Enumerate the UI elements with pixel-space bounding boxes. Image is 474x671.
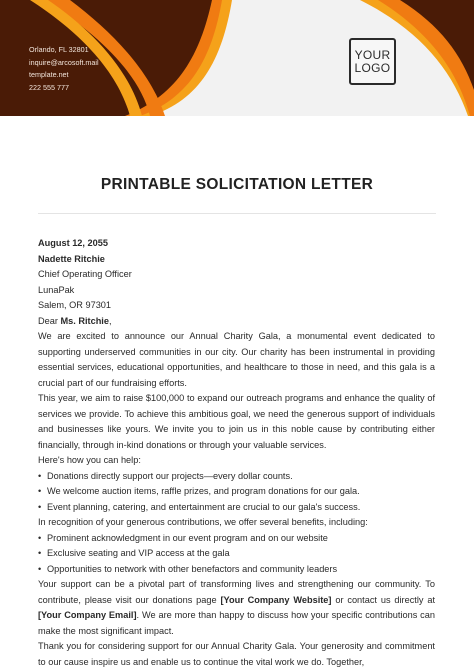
letterhead: [0, 0, 474, 116]
paragraph-contribute: [38, 577, 435, 639]
contact-info: [29, 44, 99, 94]
salutation-suffix: ,: [108, 315, 112, 326]
list-item: • Donations directly support our projects—every dollar counts.: [38, 469, 435, 485]
salutation-prefix: Dear: [38, 315, 61, 326]
recipient-company: LunaPak: [38, 284, 75, 295]
benefits-list: [38, 531, 435, 578]
list-item: • Exclusive seating and VIP access at the gala: [38, 546, 435, 562]
logo-text-line2: LOGO: [354, 60, 391, 75]
letter-body: [38, 236, 435, 670]
paragraph-intro: We are excited to announce our Annual Charity Gala, a monumental event dedicated to supporting underserved communities in our city. Our charity has been instrumental in providing essential services, educational opportunities, and healthcare to those in need, and this gala is a crucial part of our fundraising efforts.: [38, 331, 435, 388]
recipient-address: Salem, OR 97301: [38, 300, 112, 310]
contribute-text: . We are more than happy to discuss how your specific contributions can make the most significant impact.: [38, 610, 435, 636]
document-title: PRINTABLE SOLICITATION LETTER: [100, 176, 374, 193]
logo-text-line1: YOUR: [354, 47, 391, 62]
salutation: [38, 314, 435, 330]
contribute-text: or contact us directly at: [331, 594, 436, 605]
contact-email: inquire@arcosoft.mail: [29, 57, 99, 67]
contact-website: template.net: [29, 70, 69, 80]
website-placeholder: [Your Company Website]: [220, 594, 332, 605]
list-item: • Event planning, catering, and entertainment are crucial to our gala's success.: [38, 500, 435, 516]
benefits-intro: In recognition of your generous contributions, we offer several benefits, including:: [38, 517, 368, 527]
contribute-text: Your support can be a pivotal part of transforming lives and strengthening our community. To contribute, please visit our donations page: [38, 579, 435, 605]
paragraph-goal: This year, we aim to raise $100,000 to expand our outreach programs and enhance the quality of services we provide. To achieve this ambitious goal, we need the generous support of individuals and businesses like yours. We invite you to join us in this noble cause by contributing either financially, through in-kind donations or through your valuable services.: [38, 393, 435, 450]
contact-address: Orlando, FL 32801: [29, 45, 89, 54]
divider: [38, 213, 436, 214]
recipient-title: Chief Operating Officer: [38, 269, 132, 279]
recipient-name: Nadette Ritchie: [38, 253, 105, 264]
paragraph-thanks: Thank you for considering support for our Annual Charity Gala. Your generosity and commitment to our cause inspire us and enable us to continue the vital work we do. Together,: [38, 641, 435, 667]
list-item: • Prominent acknowledgment in our event program and on our website: [38, 531, 435, 547]
letter-date: August 12, 2055: [38, 238, 108, 248]
salutation-name: Ms. Ritchie: [60, 315, 109, 326]
list-item: • Opportunities to network with other benefactors and community leaders: [38, 562, 435, 578]
help-list: [38, 469, 435, 516]
contact-phone: 222 555 777: [29, 82, 69, 92]
company-logo: [349, 38, 396, 85]
list-item: • We welcome auction items, raffle prizes, and program donations for our gala.: [38, 484, 435, 500]
email-placeholder: [Your Company Email]: [38, 610, 137, 620]
help-intro: Here's how you can help:: [38, 455, 141, 465]
